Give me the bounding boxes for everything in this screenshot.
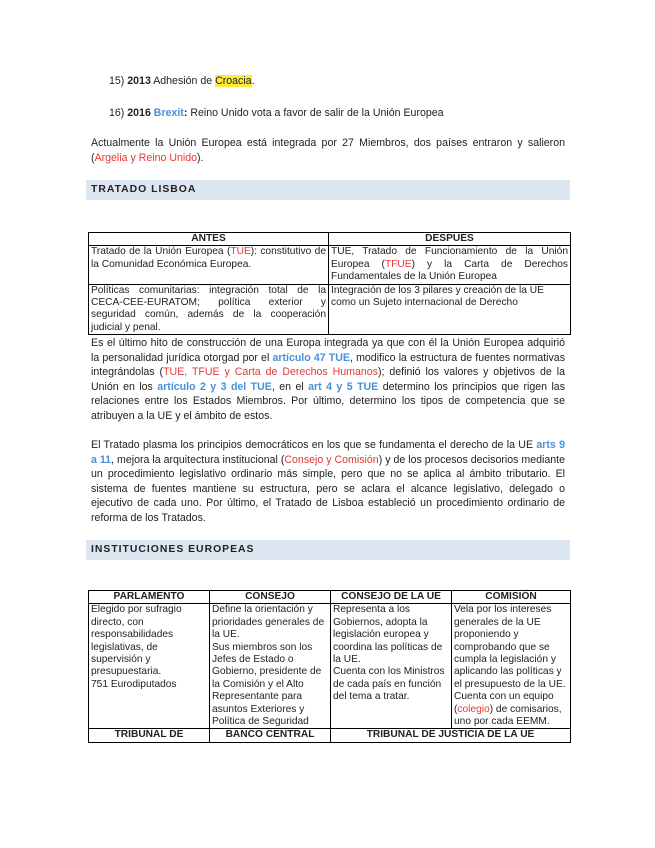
para-article-ref: arts 9 a 11 xyxy=(91,439,565,466)
table-header-row xyxy=(89,591,571,604)
cell-consejo-ue xyxy=(331,604,452,729)
cell-antes-2: Políticas comunitarias: integración total de la CECA-CEE-EURATOM; política exterior y seguridad común, además de la cooperación judicial y penal. xyxy=(89,284,329,335)
header-consejo: CONSEJO xyxy=(210,591,331,604)
cell-despues-2: Integración de los 3 pilares y creación de la UE como un Sujeto internacional de Derecho xyxy=(329,284,571,335)
para-text: determino los principios que rigen las relaciones entre los Estados Miembros. Por último, determino los tipos de competencia que se atribuyen a la UE y el ámbito de estos. xyxy=(91,380,566,422)
item-highlight: Croacia xyxy=(215,75,252,87)
para-text: ); definió los valores y objetivos de la Unión en los xyxy=(91,366,566,393)
para-red-text: TUE, TFUE y Carta de Derechos Humanos xyxy=(163,366,378,379)
header-tribunal-de: TRIBUNAL DE xyxy=(89,729,210,742)
para-text: , mejora la arquitectura institucional ( xyxy=(111,453,285,466)
item-text: Reino Unido vota a favor de salir de la Unión Europea xyxy=(190,107,444,119)
header-banco-central: BANCO CENTRAL xyxy=(210,729,331,742)
tratado-table xyxy=(88,232,571,335)
cell-consejo xyxy=(210,604,331,729)
para-text: , en el xyxy=(271,380,309,393)
list-item-16 xyxy=(109,107,444,119)
cell-text: Vela por los intereses generales de la UE proponiendo y comprobando que se cumpla la legislación y aplicando las políticas y el presupuesto de la UE. xyxy=(454,604,566,690)
cell-red-text: TUE xyxy=(230,246,251,258)
item-number: 16) xyxy=(109,107,125,119)
para-text: Es el último hito de construcción de una Europa integrada ya que con él la Unión Europea adquirió la personalidad jurídica otorgad por el xyxy=(91,337,565,364)
item-year: 2016 xyxy=(127,107,151,119)
cell-parlamento xyxy=(89,604,210,729)
item-end: . xyxy=(251,75,255,87)
item-brexit: Brexit xyxy=(153,107,184,119)
table-header-row xyxy=(89,233,571,246)
item-year: 2013 xyxy=(127,75,151,87)
item-colon: : xyxy=(183,107,188,119)
cell-text: 751 Eurodiputados xyxy=(91,678,177,690)
paragraph-lisboa-1 xyxy=(91,336,565,424)
cell-text: TUE, Tratado de Funcionamiento de la Unión Europea ( xyxy=(331,246,568,270)
section-heading-tratado-lisboa: TRATADO LISBOA xyxy=(86,180,570,200)
cell-text: ) y la Carta de Derechos Fundamentales de la Unión Europea xyxy=(331,258,568,283)
item-number: 15) xyxy=(109,75,125,87)
para-red-text: Consejo y Comisión xyxy=(284,453,379,466)
cell-text: ): constitutivo de la Comunidad Económica Europea. xyxy=(91,246,327,270)
paragraph-lisboa-2 xyxy=(91,438,565,526)
table-row xyxy=(89,284,571,335)
para-article-ref: artículo 47 TUE xyxy=(272,351,350,364)
table-footer-row xyxy=(89,729,571,742)
table-row xyxy=(89,246,571,284)
cell-red-text: colegio xyxy=(457,703,490,715)
cell-text: Cuenta con los Ministros de cada país en función del tema a tratar. xyxy=(333,666,445,703)
cell-despues-1 xyxy=(329,246,571,284)
cell-text xyxy=(454,691,568,728)
para-article-ref: artículo 2 y 3 del TUE xyxy=(157,380,272,393)
cell-text: Define la orientación y prioridades generales de la UE. xyxy=(212,604,325,641)
para-article-ref: art 4 y 5 TUE xyxy=(308,380,379,393)
cell-text: Representa a los Gobiernos, adopta la legislación europea y coordina las políticas de la UE. xyxy=(333,604,443,666)
section-heading-instituciones: INSTITUCIONES EUROPEAS xyxy=(86,540,570,560)
cell-text: Tratado de la Unión Europea ( xyxy=(91,246,231,258)
list-item-15 xyxy=(109,75,255,87)
cell-red-text: TFUE xyxy=(384,258,412,270)
cell-text-part: Cuenta con un equipo ( xyxy=(454,691,554,715)
header-comision: COMISIÓN xyxy=(452,591,571,604)
cell-text: Sus miembros son los Jefes de Estado o Gobierno, presidente de la Comisión y el Alto Representante para asuntos Exteriores y Política de Seguridad xyxy=(212,641,322,728)
para-text: El Tratado plasma los principios democráticos en los que se fundamenta el derecho de la UE xyxy=(91,439,537,451)
header-parlamento: PARLAMENTO xyxy=(89,591,210,604)
table-row xyxy=(89,604,571,729)
para-text: , modifico la estructura de fuentes normativas integrándolas ( xyxy=(91,351,565,379)
para-text: ) y de los procesos decisorios mediante un procedimiento legislativo ordinario más simple, pero que no se aplica al ámbito tributario. El sistema de fuentes mantiene su estructura, pero se aclara el alcance legislativo, delegado o ejecutivo de cada uno. Por último, el Tratado de Lisboa estableció un procedimiento ordinario de reforma de los Tratados. xyxy=(91,453,565,524)
intro-paragraph xyxy=(91,136,565,165)
cell-text: Elegido por sufragio directo, con responsabilidades legislativas, de supervisión y presupuestaria. xyxy=(91,604,182,678)
instituciones-table xyxy=(88,590,571,743)
intro-end: ). xyxy=(197,151,204,164)
cell-comision xyxy=(452,604,571,729)
header-antes: ANTES xyxy=(89,233,329,246)
intro-text: Actualmente la Unión Europea está integrada por 27 Miembros, dos países entraron y salieron ( xyxy=(91,137,565,164)
header-consejo-ue: CONSEJO DE LA UE xyxy=(331,591,452,604)
item-text: Adhesión de xyxy=(153,75,213,87)
cell-antes-1 xyxy=(89,246,329,284)
cell-text-part: ) de comisarios, uno por cada EEMM. xyxy=(454,703,562,728)
header-tribunal-justicia: TRIBUNAL DE JUSTICIA DE LA UE xyxy=(331,729,571,742)
header-despues: DESPUÉS xyxy=(329,233,571,246)
intro-countries: Argelia y Reino Unido xyxy=(94,151,197,164)
